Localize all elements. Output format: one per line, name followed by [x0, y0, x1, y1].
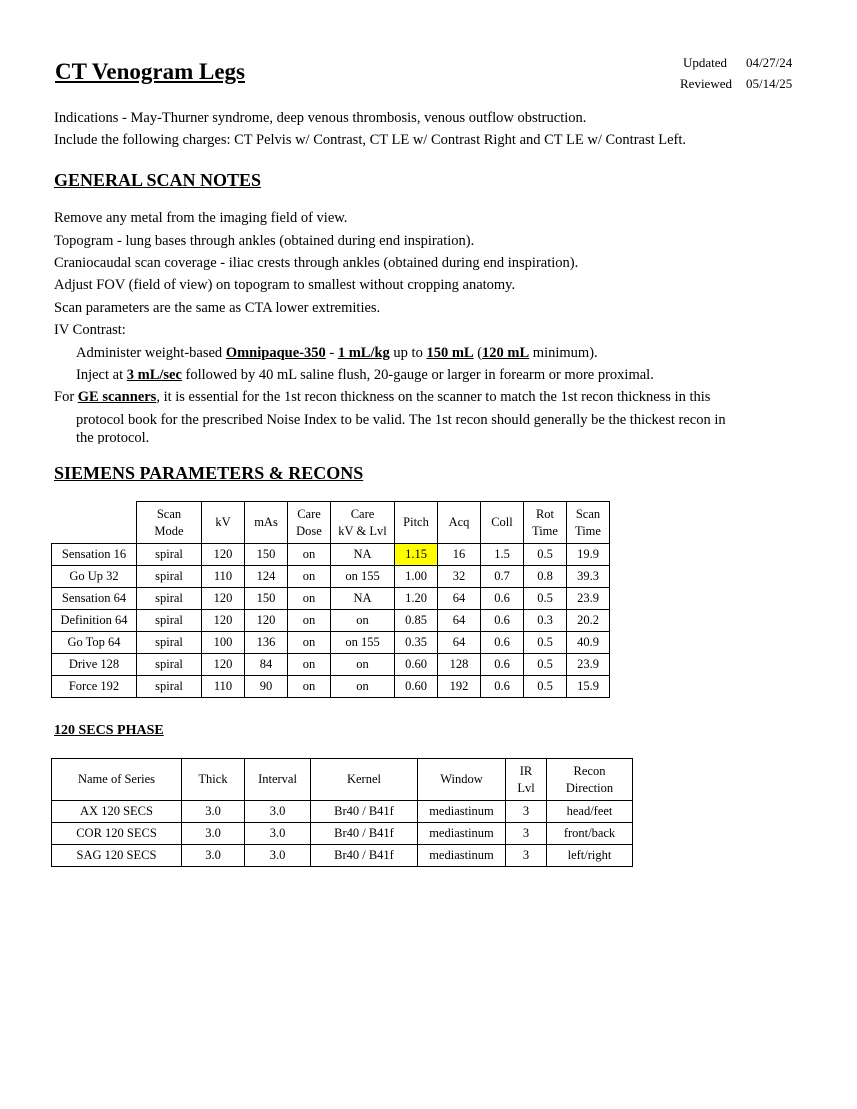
table-cell: 128 [438, 654, 481, 676]
table-cell: 0.7 [481, 566, 524, 588]
iv-contrast-label: IV Contrast: [54, 322, 126, 338]
table-cell: 120 [245, 610, 288, 632]
table-cell: mediastinum [418, 801, 506, 823]
table-cell: 3.0 [182, 823, 245, 845]
row-label-cell: Sensation 16 [52, 544, 137, 566]
table-cell: 23.9 [567, 588, 610, 610]
table-cell: on [331, 610, 395, 632]
row-label-cell: Go Up 32 [52, 566, 137, 588]
contrast-dose: 1 mL/kg [337, 345, 390, 361]
table-cell: on [288, 654, 331, 676]
table-cell: 0.35 [395, 632, 438, 654]
table-cell: 0.6 [481, 676, 524, 698]
table-cell: spiral [137, 544, 202, 566]
table-cell: 20.2 [567, 610, 610, 632]
table-cell: 3 [506, 823, 547, 845]
table-cell: on [288, 544, 331, 566]
table-cell: NA [331, 544, 395, 566]
table-cell: 64 [438, 610, 481, 632]
table-cell: 150 [245, 544, 288, 566]
table-cell: 64 [438, 632, 481, 654]
table-cell: on [288, 632, 331, 654]
table-row [52, 544, 610, 566]
ge-scanners: GE scanners [77, 389, 157, 405]
note-line: Scan parameters are the same as CTA lower extremities. [54, 300, 381, 316]
table-cell: 120 [202, 544, 245, 566]
table-cell: on [331, 676, 395, 698]
general-scan-notes-heading: GENERAL SCAN NOTES [54, 170, 262, 190]
table-cell: head/feet [547, 801, 633, 823]
phase-header-row [52, 759, 633, 801]
note-line: Adjust FOV (field of view) on topogram to smallest without cropping anatomy. [54, 277, 516, 293]
siemens-header-row [52, 502, 610, 544]
phase-heading: 120 SECS PHASE [54, 723, 164, 738]
table-row [52, 845, 633, 867]
charges-text: Include the following charges: CT Pelvis w/ Contrast, CT LE w/ Contrast Right and CT LE w/ Contrast Left. [54, 132, 687, 148]
table-row [52, 676, 610, 698]
table-cell: 1.00 [395, 566, 438, 588]
table-cell: spiral [137, 588, 202, 610]
table-cell: Br40 / B41f [311, 801, 418, 823]
table-cell: 3.0 [245, 801, 311, 823]
column-header: Care Dose [288, 502, 331, 544]
table-cell: 40.9 [567, 632, 610, 654]
row-label-cell: COR 120 SECS [52, 823, 182, 845]
column-header: kV [202, 502, 245, 544]
table-cell: 0.5 [524, 654, 567, 676]
table-cell: spiral [137, 654, 202, 676]
row-label-cell: Definition 64 [52, 610, 137, 632]
table-row [52, 566, 610, 588]
row-label-cell: Sensation 64 [52, 588, 137, 610]
table-row [52, 632, 610, 654]
table-cell: 0.6 [481, 610, 524, 632]
column-header: Care kV & Lvl [331, 502, 395, 544]
table-cell: 3.0 [245, 823, 311, 845]
column-header: Pitch [395, 502, 438, 544]
row-label-cell: AX 120 SECS [52, 801, 182, 823]
table-cell: 32 [438, 566, 481, 588]
table-cell: 1.15 [395, 544, 438, 566]
table-cell: 64 [438, 588, 481, 610]
table-cell: 3.0 [245, 845, 311, 867]
table-cell: 39.3 [567, 566, 610, 588]
row-label-cell: Force 192 [52, 676, 137, 698]
column-header: mAs [245, 502, 288, 544]
table-cell: 0.5 [524, 544, 567, 566]
table-cell: left/right [547, 845, 633, 867]
table-cell: 0.3 [524, 610, 567, 632]
updated-date: 04/27/24 [746, 55, 793, 70]
table-cell: 124 [245, 566, 288, 588]
table-cell: spiral [137, 566, 202, 588]
note-line: Craniocaudal scan coverage - iliac crests through ankles (obtained during end inspiration). [54, 255, 579, 271]
table-cell: 16 [438, 544, 481, 566]
table-cell: spiral [137, 610, 202, 632]
injection-rate-line: Inject at 3 mL/sec followed by 40 mL saline flush, 20-gauge or larger in forearm or more proximal. [76, 367, 654, 383]
injection-rate: 3 mL/sec [126, 367, 182, 383]
table-cell: 90 [245, 676, 288, 698]
table-row [52, 610, 610, 632]
reviewed-date: 05/14/25 [746, 76, 793, 91]
reviewed-label: Reviewed [680, 76, 732, 91]
table-cell: on [288, 610, 331, 632]
table-cell: 1.20 [395, 588, 438, 610]
table-cell: 0.5 [524, 588, 567, 610]
table-cell: on [288, 676, 331, 698]
table-cell: Br40 / B41f [311, 845, 418, 867]
table-cell: 192 [438, 676, 481, 698]
table-cell: 19.9 [567, 544, 610, 566]
table-cell: mediastinum [418, 823, 506, 845]
table-cell: 136 [245, 632, 288, 654]
indications-text: Indications - May-Thurner syndrome, deep venous thrombosis, venous outflow obstruction. [54, 110, 587, 126]
contrast-agent: Omnipaque-350 [225, 345, 326, 361]
column-header: Scan Time [567, 502, 610, 544]
table-cell: 3.0 [182, 801, 245, 823]
column-header: Thick [182, 759, 245, 801]
table-cell: 110 [202, 566, 245, 588]
table-row [52, 654, 610, 676]
table-cell: on [288, 566, 331, 588]
table-cell: 110 [202, 676, 245, 698]
table-cell: mediastinum [418, 845, 506, 867]
table-cell: 0.5 [524, 676, 567, 698]
ge-note-line: the protocol. [76, 430, 150, 444]
ge-note-line: For GE scanners, it is essential for the 1st recon thickness on the scanner to match the 1st recon thickness in this [54, 389, 711, 405]
corner-cell [52, 502, 137, 544]
siemens-heading: SIEMENS PARAMETERS & RECONS [54, 463, 364, 483]
table-cell: 120 [202, 610, 245, 632]
row-label-cell: Go Top 64 [52, 632, 137, 654]
note-line: Remove any metal from the imaging field of view. [54, 210, 348, 226]
table-row [52, 801, 633, 823]
table-cell: on [331, 654, 395, 676]
column-header: Rot Time [524, 502, 567, 544]
table-row [52, 823, 633, 845]
table-cell: 0.60 [395, 676, 438, 698]
note-line: Topogram - lung bases through ankles (obtained during end inspiration). [54, 233, 475, 249]
row-label-cell: Drive 128 [52, 654, 137, 676]
table-cell: on 155 [331, 566, 395, 588]
table-cell: 3.0 [182, 845, 245, 867]
row-label-cell: SAG 120 SECS [52, 845, 182, 867]
table-cell: 150 [245, 588, 288, 610]
table-cell: 120 [202, 588, 245, 610]
column-header: Interval [245, 759, 311, 801]
table-cell: 1.5 [481, 544, 524, 566]
table-cell: 23.9 [567, 654, 610, 676]
column-header: Scan Mode [137, 502, 202, 544]
column-header: Name of Series [52, 759, 182, 801]
table-cell: 0.5 [524, 632, 567, 654]
column-header: Recon Direction [547, 759, 633, 801]
table-cell: Br40 / B41f [311, 823, 418, 845]
document-title: CT Venogram Legs [55, 59, 245, 84]
table-cell: on [288, 588, 331, 610]
table-cell: 0.6 [481, 632, 524, 654]
ge-note-line: protocol book for the prescribed Noise Index to be valid. The 1st recon should generally be the thickest recon in [76, 412, 726, 428]
table-cell: 0.8 [524, 566, 567, 588]
table-cell: 0.6 [481, 588, 524, 610]
table-cell: 0.85 [395, 610, 438, 632]
column-header: IR Lvl [506, 759, 547, 801]
table-cell: 0.6 [481, 654, 524, 676]
table-cell: NA [331, 588, 395, 610]
table-cell: 3 [506, 845, 547, 867]
column-header: Coll [481, 502, 524, 544]
column-header: Kernel [311, 759, 418, 801]
table-cell: 120 [202, 654, 245, 676]
siemens-parameters-table [51, 501, 610, 698]
table-cell: on 155 [331, 632, 395, 654]
contrast-max: 150 mL [426, 345, 474, 361]
table-cell: spiral [137, 632, 202, 654]
column-header: Window [418, 759, 506, 801]
phase-recon-table [51, 758, 633, 867]
table-cell: 84 [245, 654, 288, 676]
table-cell: 15.9 [567, 676, 610, 698]
table-cell: front/back [547, 823, 633, 845]
updated-label: Updated [683, 55, 728, 70]
contrast-min: 120 mL [482, 345, 530, 361]
table-cell: spiral [137, 676, 202, 698]
table-row [52, 588, 610, 610]
contrast-dose-line: Administer weight-based Omnipaque-350 - 1 mL/kg up to 150 mL (120 mL minimum). [76, 345, 598, 361]
table-cell: 100 [202, 632, 245, 654]
table-cell: 0.60 [395, 654, 438, 676]
table-cell: 3 [506, 801, 547, 823]
column-header: Acq [438, 502, 481, 544]
